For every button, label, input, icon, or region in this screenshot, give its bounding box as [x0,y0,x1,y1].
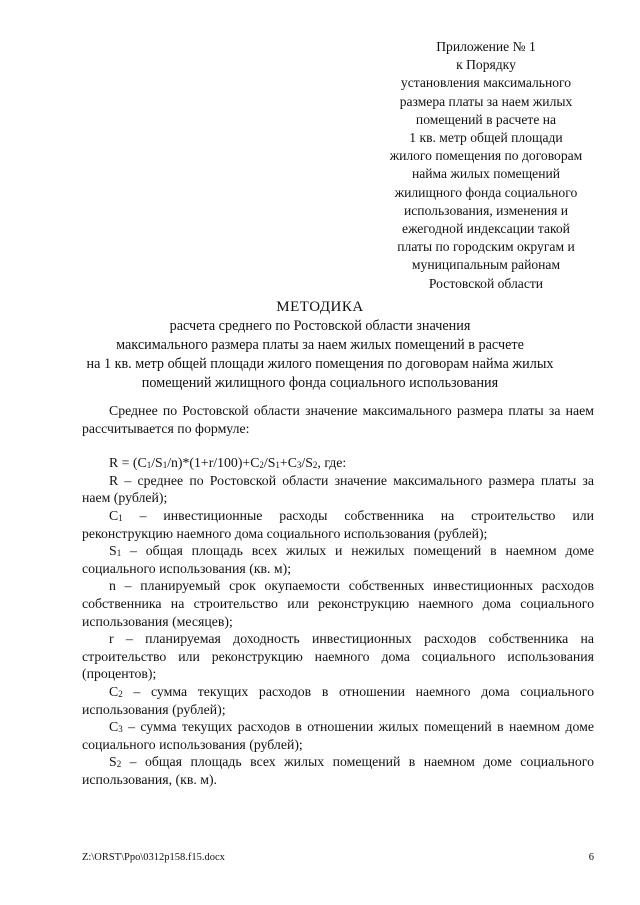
appendix-line: помещений в расчете на [415,111,557,127]
paragraph-gap [82,437,594,454]
formula-part: +C [279,455,297,471]
symbol-subscript: 3 [118,724,123,735]
page-number: 6 [588,852,594,863]
appendix-line: установления максимального [400,75,572,91]
symbol-subscript: 1 [118,512,123,523]
definition-text: – общая площадь всех жилых и нежилых помещений в наемном доме социального использования (кв. м); [82,543,594,576]
definition-text: – инвестиционные расходы собственника на строительство или реконструкцию наемного дома социального использования (рублей); [82,507,594,541]
definition-s2 [82,753,594,788]
definition-c1 [82,507,594,542]
title-line: максимального размера платы за наем жилых помещений в расчете [116,337,524,353]
formula-subscript: 1 [275,460,280,471]
document-title [0,298,640,393]
symbol: S [109,543,117,559]
appendix-line: к Порядку [456,57,516,73]
definition-c3 [82,718,594,753]
formula-subscript: 2 [259,460,264,471]
appendix-line: Приложение № 1 [436,39,536,54]
appendix-line: 1 кв. метр общей площади [409,130,563,146]
symbol: S [109,754,117,770]
title-line: расчета среднего по Ростовской области значения [169,318,471,334]
appendix-line: жилого помещения по договорам [389,148,583,164]
formula-part: /S [301,455,313,471]
formula [82,454,594,472]
title-line: помещений жилищного фонда социального использования [141,375,499,391]
formula-part: /S [151,455,163,471]
formula-subscript: 2 [312,460,318,471]
formula-subscript: 1 [146,460,152,471]
symbol: C [109,507,119,523]
definition-r: R – среднее по Ростовской области значение максимального размера платы за наем (рублей); [82,472,594,506]
page-footer [82,852,594,863]
formula-subscript: 3 [296,460,302,471]
appendix-line: размера платы за наем жилых [399,93,573,109]
appendix-header [340,38,632,293]
formula-part: /S [263,455,276,471]
formula-part: , где: [317,455,347,471]
formula-part: R = (C [109,455,147,471]
formula-part: /n)*(1+r/100)+C [167,455,260,471]
definition-text: – сумма текущих расходов в отношении наемного дома социального использования (рублей); [82,683,594,717]
symbol-subscript: 2 [116,759,122,770]
symbol-subscript: 1 [116,548,122,559]
appendix-line: использования, изменения и [403,202,568,218]
appendix-line: Ростовской области [428,275,544,291]
appendix-line: жилищного фонда социального [394,184,578,200]
appendix-line: муниципальным районам [411,257,561,273]
definition-c2 [82,683,594,718]
intro-paragraph: Среднее по Ростовской области значение максимального размера платы за наем рассчитывается по формуле: [82,403,594,436]
title-heading: МЕТОДИКА [276,299,364,315]
definition-n: n – планируемый срок окупаемости собственных инвестиционных расходов собственника на строительство или реконструкцию наемного дома социального использования (месяцев); [82,578,594,629]
definition-s1 [82,542,594,577]
symbol: C [109,719,119,735]
definition-text: – сумма текущих расходов в отношении жилых помещений в наемном доме социального использования (рублей); [82,719,594,752]
appendix-line: ежегодной индексации такой [402,221,570,237]
symbol: C [109,683,119,699]
symbol-subscript: 2 [118,688,123,699]
document-body [82,402,594,788]
title-line: на 1 кв. метр общей площади жилого помещения по договорам найма жилых [86,356,554,372]
definition-r-yield: r – планируемая доходность инвестиционных расходов собственника на строительство или реконструкцию наемного дома социального использования (процентов); [82,631,594,682]
formula-subscript: 1 [162,460,168,471]
appendix-line: платы по городским округам и [397,239,575,255]
file-path: Z:\ORST\Ppo\0312p158.f15.docx [82,852,225,863]
definition-text: – общая площадь всех жилых помещений в наемном доме социального использования, (кв. м). [82,754,594,787]
appendix-line: найма жилых помещений [411,166,561,182]
